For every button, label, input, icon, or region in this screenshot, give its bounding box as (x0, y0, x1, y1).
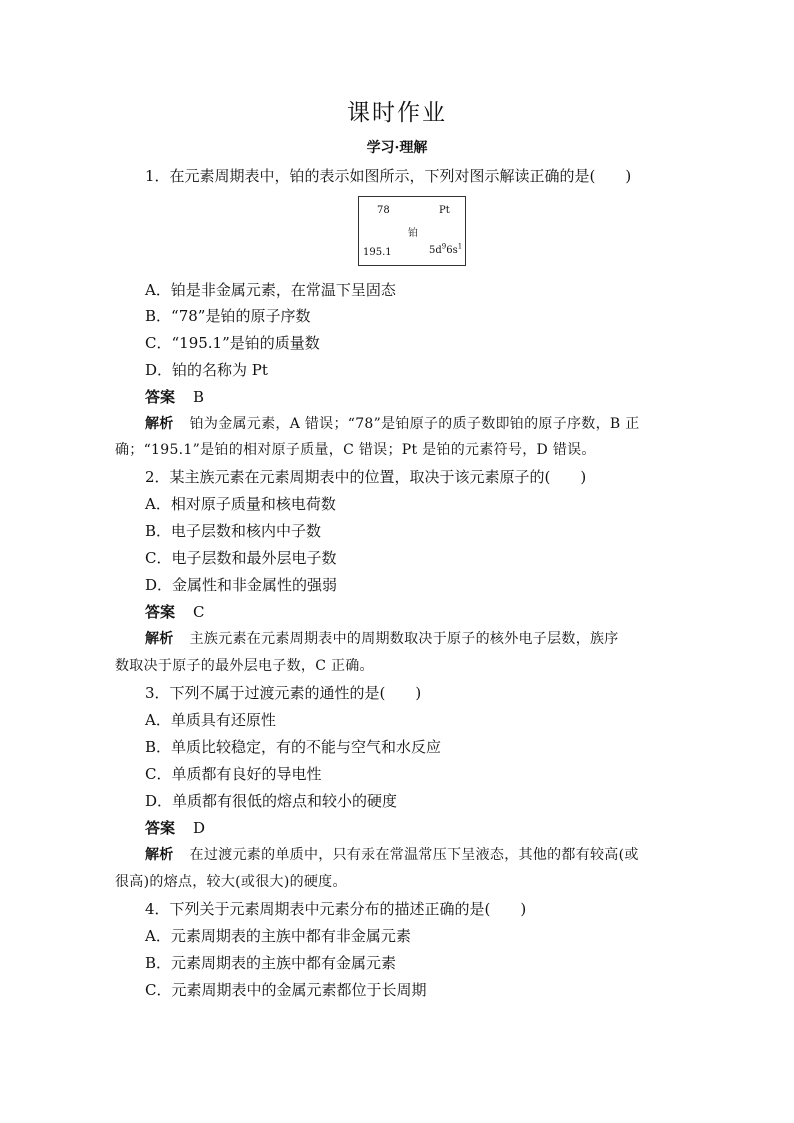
explanation-text: 主族元素在元素周期表中的周期数取决于原子的核外电子层数，族序 (189, 631, 619, 647)
q1-option-d: D．铂的名称为 Pt (145, 361, 268, 379)
config-5d: 5d (429, 245, 442, 256)
config-6s-sup: 1 (457, 242, 463, 251)
q4-option-a: A．元素周期表的主族中都有非金属元素 (145, 927, 411, 945)
q3-option-d: D．单质都有很低的熔点和较小的硬度 (145, 792, 398, 810)
question-1-stem: 1．在元素周期表中，铂的表示如图所示，下列对图示解读正确的是( ) (145, 167, 632, 185)
q1-option-c: C．“195.1”是铂的质量数 (145, 334, 320, 352)
q1-explanation-line1 (145, 414, 710, 434)
q2-option-a: A．相对原子质量和核电荷数 (145, 495, 336, 513)
element-name: 铂 (408, 228, 418, 239)
config-5d-sup: 9 (441, 242, 447, 251)
q3-explanation-line1 (145, 845, 710, 865)
question-4-stem: 4．下列关于元素周期表中元素分布的描述正确的是( ) (145, 900, 527, 918)
q3-option-a: A．单质具有还原性 (145, 711, 276, 729)
section-heading: 学习·理解 (366, 140, 428, 156)
explanation-label: 解析 (145, 631, 174, 647)
q3-answer (145, 818, 205, 838)
answer-label: 答案 (145, 819, 176, 837)
atomic-number: 78 (377, 205, 390, 216)
explanation-label: 解析 (145, 847, 174, 863)
q1-option-b: B．“78”是铂的原子序数 (145, 307, 311, 325)
electron-config (429, 242, 463, 256)
explanation-label: 解析 (145, 416, 174, 432)
page-title: 课时作业 (347, 100, 447, 126)
atomic-mass: 195.1 (363, 247, 392, 258)
q1-explanation-line2: 确；“195.1”是铂的相对原子质量，C 错误；Pt 是铂的元素符号，D 错误。 (115, 442, 596, 458)
answer-value: C (193, 603, 205, 621)
config-6s: 6s (446, 245, 458, 256)
q2-explanation-line2: 数取决于原子的最外层电子数，C 正确。 (115, 658, 374, 674)
question-2-stem: 2．某主族元素在元素周期表中的位置，取决于该元素原子的( ) (145, 468, 587, 486)
q3-option-c: C．单质都有良好的导电性 (145, 765, 322, 783)
q1-option-a: A．铂是非金属元素，在常温下呈固态 (145, 281, 396, 299)
element-symbol: Pt (439, 205, 450, 216)
q4-option-c: C．元素周期表中的金属元素都位于长周期 (145, 981, 427, 999)
q2-option-d: D．金属性和非金属性的强弱 (145, 576, 338, 594)
q3-option-b: B．单质比较稳定，有的不能与空气和水反应 (145, 738, 442, 756)
answer-value: B (193, 388, 205, 406)
answer-value: D (193, 819, 206, 837)
q2-explanation-line1 (145, 629, 710, 649)
answer-label: 答案 (145, 388, 176, 406)
q2-answer (145, 602, 205, 622)
q3-explanation-line2: 很高)的熔点，较大(或很大)的硬度。 (115, 874, 347, 890)
q2-option-c: C．电子层数和最外层电子数 (145, 549, 337, 567)
question-3-stem: 3．下列不属于过渡元素的通性的是( ) (145, 684, 422, 702)
answer-label: 答案 (145, 603, 176, 621)
platinum-element-box (358, 196, 466, 266)
q4-option-b: B．元素周期表的主族中都有金属元素 (145, 954, 397, 972)
q1-answer (145, 387, 204, 407)
q2-option-b: B．电子层数和核内中子数 (145, 522, 322, 540)
explanation-text: 铂为金属元素，A 错误；“78”是铂原子的质子数即铂的原子序数，B 正 (189, 416, 640, 432)
explanation-text: 在过渡元素的单质中，只有汞在常温常压下呈液态，其他的都有较高(或 (189, 847, 639, 863)
